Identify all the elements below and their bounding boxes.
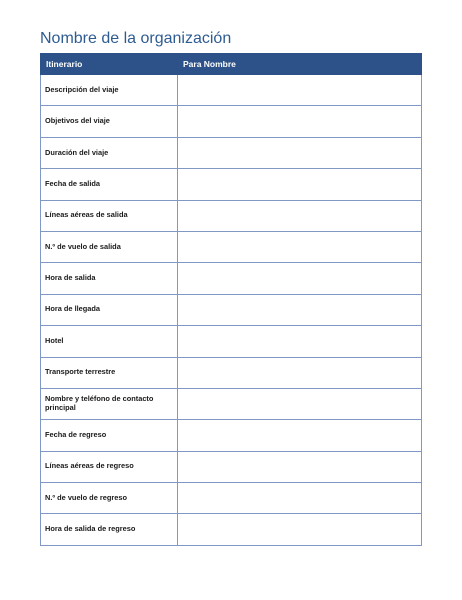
- table-row: [41, 75, 422, 106]
- row-value-cell[interactable]: [178, 294, 422, 325]
- row-label: Líneas aéreas de salida: [41, 200, 178, 231]
- row-value-cell[interactable]: [178, 75, 422, 106]
- row-label: N.º de vuelo de salida: [41, 231, 178, 262]
- header-for-name: Para Nombre: [178, 54, 422, 75]
- row-label: Líneas aéreas de regreso: [41, 451, 178, 482]
- row-label: Nombre y teléfono de contacto principal: [41, 388, 178, 419]
- table-row: [41, 326, 422, 357]
- row-label: Hora de llegada: [41, 294, 178, 325]
- row-value-cell[interactable]: [178, 483, 422, 514]
- table-row: [41, 137, 422, 168]
- row-label: Transporte terrestre: [41, 357, 178, 388]
- row-value-cell[interactable]: [178, 200, 422, 231]
- table-row: [41, 357, 422, 388]
- table-row: [41, 420, 422, 451]
- row-label: Hora de salida de regreso: [41, 514, 178, 545]
- row-label: Duración del viaje: [41, 137, 178, 168]
- table-row: [41, 169, 422, 200]
- row-value-cell[interactable]: [178, 106, 422, 137]
- page-title: Nombre de la organización: [40, 30, 232, 47]
- table-row: [41, 451, 422, 482]
- row-value-cell[interactable]: [178, 263, 422, 294]
- row-label: Hora de salida: [41, 263, 178, 294]
- header-itinerary: Itinerario: [41, 54, 178, 75]
- row-value-cell[interactable]: [178, 137, 422, 168]
- row-value-cell[interactable]: [178, 514, 422, 545]
- table-row: [41, 294, 422, 325]
- table-header-row: [41, 54, 422, 75]
- row-label: N.º de vuelo de regreso: [41, 483, 178, 514]
- row-label: Fecha de salida: [41, 169, 178, 200]
- row-label: Descripción del viaje: [41, 75, 178, 106]
- table-row: [41, 514, 422, 545]
- row-label: Fecha de regreso: [41, 420, 178, 451]
- table-row: [41, 106, 422, 137]
- row-value-cell[interactable]: [178, 231, 422, 262]
- itinerary-table: [40, 53, 422, 546]
- row-label: Hotel: [41, 326, 178, 357]
- row-value-cell[interactable]: [178, 169, 422, 200]
- row-value-cell[interactable]: [178, 326, 422, 357]
- row-value-cell[interactable]: [178, 388, 422, 419]
- table-row: [41, 483, 422, 514]
- row-value-cell[interactable]: [178, 451, 422, 482]
- row-value-cell[interactable]: [178, 357, 422, 388]
- table-row: [41, 200, 422, 231]
- table-row: [41, 263, 422, 294]
- table-row: [41, 231, 422, 262]
- table-row: [41, 388, 422, 419]
- row-value-cell[interactable]: [178, 420, 422, 451]
- row-label: Objetivos del viaje: [41, 106, 178, 137]
